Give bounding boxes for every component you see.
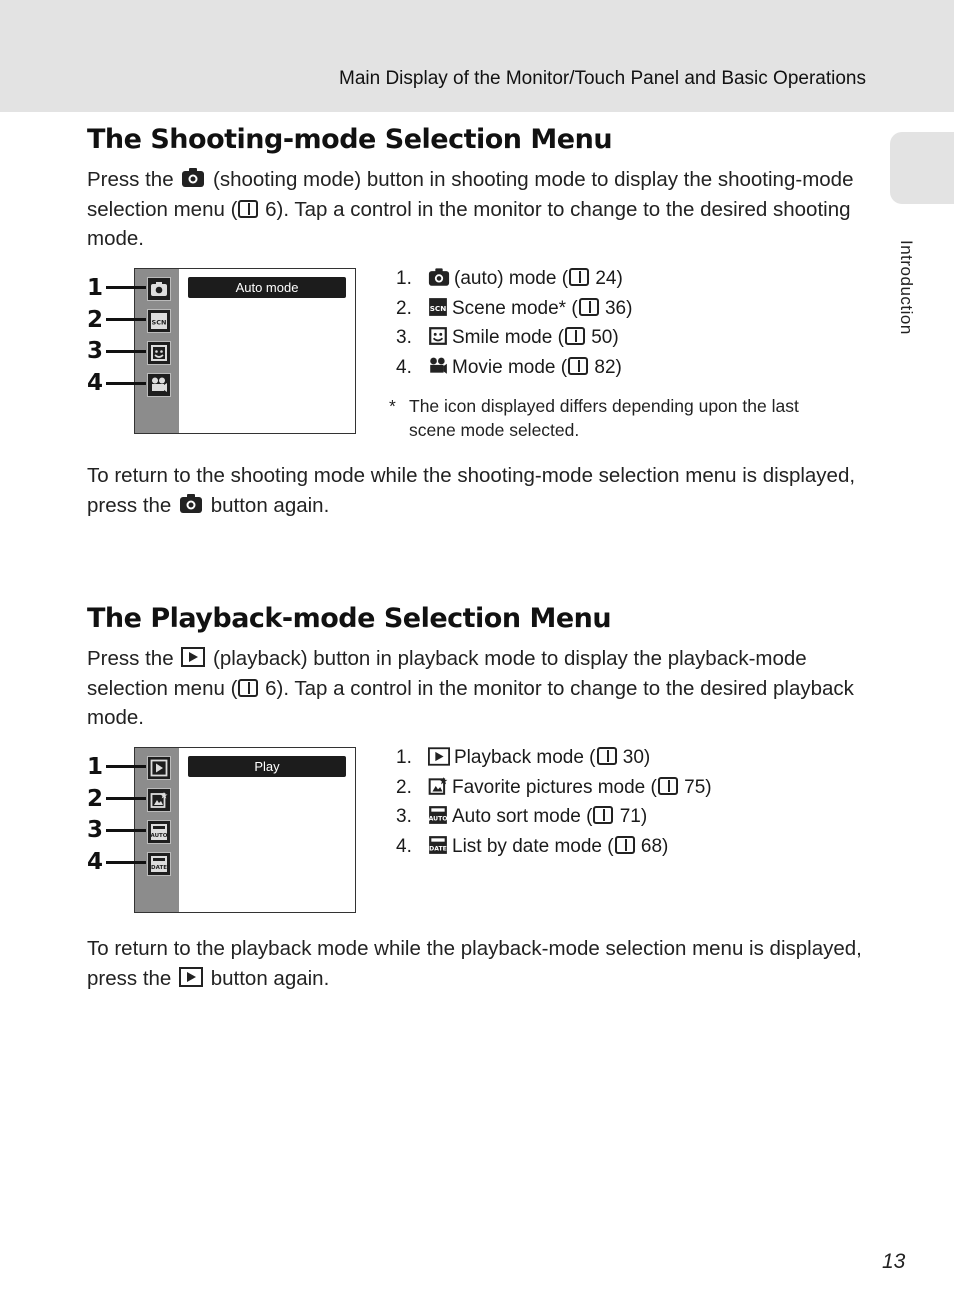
page-number: 13 [882, 1250, 906, 1273]
smile-icon [150, 344, 168, 362]
reference-icon [615, 836, 635, 854]
running-header: Main Display of the Monitor/Touch Panel and Basic Operations [339, 68, 866, 89]
shooting-return-text: To return to the shooting mode while the shooting-mode selection menu is displayed, press the button again. [87, 464, 856, 517]
date-icon [150, 855, 168, 873]
playback-intro: Press the (playback) button in playback mode to display the playback-mode selection menu ( 6). Tap a control in the monitor to change to the desired playback mode. [87, 647, 854, 729]
smile-icon [428, 326, 448, 346]
shooting-intro: Press the (shooting mode) button in shooting mode to display the shooting-mode selection menu ( 6). Tap a control in the monitor to change to the desired shooting mode. [87, 168, 854, 250]
callout-line [106, 382, 146, 385]
callout-line [106, 286, 146, 289]
callout-2: 2 [87, 786, 104, 812]
callout-line [106, 797, 146, 800]
list-item: 2. SCN Scene mode* ( 36) [396, 297, 633, 319]
auto-mode-button[interactable] [147, 277, 171, 301]
reference-icon [238, 200, 258, 218]
callout-1: 1 [87, 275, 104, 301]
list-item: 4. DATE List by date mode ( 68) [396, 835, 669, 857]
svg-text:AUTO: AUTO [428, 815, 448, 823]
playback-monitor [134, 747, 356, 913]
reference-icon [565, 327, 585, 345]
callout-3: 3 [87, 338, 104, 364]
movie-icon [150, 376, 168, 394]
scene-icon [150, 312, 168, 330]
play-icon [179, 967, 203, 987]
movie-mode-button[interactable] [147, 373, 171, 397]
auto-sort-icon [150, 823, 168, 841]
callout-4: 4 [87, 370, 104, 396]
list-by-date-mode-button[interactable] [147, 852, 171, 876]
svg-text:DATE: DATE [151, 865, 167, 871]
svg-text:SCN: SCN [429, 303, 447, 313]
section-tab [890, 132, 954, 204]
reference-icon [238, 679, 258, 697]
playback-mode-button[interactable] [147, 756, 171, 780]
svg-text:AUTO: AUTO [150, 833, 168, 839]
playback-heading: The Playback-mode Selection Menu [87, 603, 612, 634]
callout-line [106, 765, 146, 768]
callout-3: 3 [87, 817, 104, 843]
callout-4: 4 [87, 849, 104, 875]
list-item: 4. Movie mode ( 82) [396, 356, 622, 378]
playback-mode-list [396, 743, 712, 861]
callout-1: 1 [87, 754, 104, 780]
favorite-mode-button[interactable] [147, 788, 171, 812]
callout-line [106, 861, 146, 864]
reference-icon [597, 747, 617, 765]
list-item: 3. Smile mode ( 50) [396, 327, 619, 348]
callout-line [106, 829, 146, 832]
camera-icon [428, 268, 450, 287]
scene-footnote: * The icon displayed differs depending upon the last scene mode selected. [389, 396, 799, 440]
section-tab-label: Introduction [897, 240, 916, 335]
movie-icon [428, 356, 448, 376]
header-band [0, 0, 954, 112]
svg-text:DATE: DATE [429, 845, 447, 853]
shooting-heading: The Shooting-mode Selection Menu [87, 124, 613, 155]
shooting-monitor [134, 268, 356, 434]
camera-icon [179, 494, 203, 514]
reference-icon [568, 357, 588, 375]
play-icon [428, 747, 450, 766]
favorite-icon [150, 791, 168, 809]
smile-mode-button[interactable] [147, 341, 171, 365]
camera-icon [181, 168, 205, 188]
list-item: 3. AUTO Auto sort mode ( 71) [396, 806, 648, 827]
reference-icon [593, 806, 613, 824]
reference-icon [579, 298, 599, 316]
callout-2: 2 [87, 307, 104, 333]
callout-line [106, 318, 146, 321]
reference-icon [569, 268, 589, 286]
list-item: 1. Playback mode ( 30) [396, 747, 651, 768]
favorite-icon [428, 776, 448, 796]
date-icon [428, 835, 448, 855]
monitor-mode-label: Auto mode [188, 277, 346, 298]
monitor-mode-label: Play [188, 756, 346, 777]
auto-sort-icon [428, 805, 448, 825]
reference-icon [658, 777, 678, 795]
play-icon [181, 647, 205, 667]
play-icon [150, 759, 168, 777]
scene-icon [428, 297, 448, 317]
callout-line [106, 350, 146, 353]
auto-sort-mode-button[interactable] [147, 820, 171, 844]
playback-return-text: To return to the playback mode while the playback-mode selection menu is displayed, press the button again. [87, 937, 862, 990]
shooting-mode-list [396, 264, 632, 382]
camera-icon [150, 280, 168, 298]
scene-mode-button[interactable] [147, 309, 171, 333]
list-item: 1. (auto) mode ( 24) [396, 268, 623, 289]
svg-text:SCN: SCN [151, 318, 167, 327]
list-item: 2. Favorite pictures mode ( 75) [396, 776, 712, 798]
